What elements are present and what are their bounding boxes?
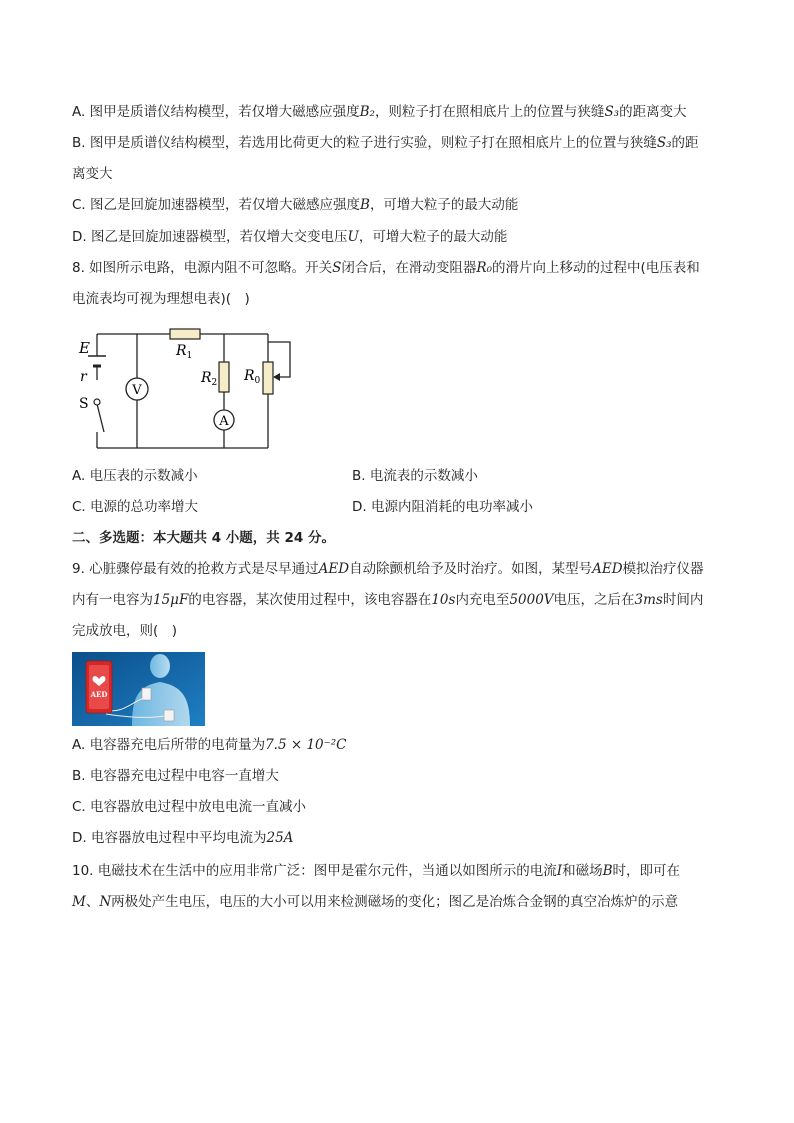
r0-subscript: 0	[254, 376, 261, 386]
q8-stem-line2: 电流表均可视为理想电表)( )	[72, 291, 250, 307]
aed-device-label: AED	[90, 690, 108, 699]
r0-label: R	[244, 368, 255, 384]
r2-label: R	[201, 370, 212, 386]
q9-option-a: A. 电容器充电后所带的电荷量为7.5 × 10⁻²C	[72, 737, 347, 753]
ammeter-label: A	[219, 414, 229, 429]
svg-text:R2	[200, 370, 217, 388]
q8-option-a: A. 电压表的示数减小	[72, 468, 198, 484]
voltmeter-label: V	[132, 383, 142, 398]
q8-stem-line1: 8. 如图所示电路，电源内阻不可忽略。开关S闭合后，在滑动变阻器R₀的滑片向上移动的过程中(电压表和	[72, 260, 700, 276]
q7-option-b-continued: 离变大	[72, 166, 113, 182]
q9-option-c: C. 电容器放电过程中放电电流一直减小	[72, 799, 307, 815]
q7-option-b: B. 图甲是质谱仪结构模型，若选用比荷更大的粒子进行实验，则粒子打在照相底片上的位置与狭缝S₃的距	[72, 135, 699, 151]
q7-option-c: C. 图乙是回旋加速器模型，若仅增大磁感应强度B，可增大粒子的最大动能	[72, 197, 519, 213]
switch-label: S	[79, 396, 89, 412]
svg-text:R0	[243, 368, 261, 386]
internal-resistance-label: r	[80, 369, 87, 385]
section-heading: 二、多选题：本大题共 4 小题，共 24 分。	[72, 530, 335, 546]
q9-option-b: B. 电容器充电过程中电容一直增大	[72, 768, 279, 784]
q10-stem-line1: 10. 电磁技术在生活中的应用非常广泛：图甲是霍尔元件，当通以如图所示的电流I和磁场B时，即可在	[72, 863, 681, 879]
aed-illustration	[72, 652, 205, 726]
emf-label: E	[79, 339, 90, 357]
q9-stem-line1: 9. 心脏骤停最有效的抢救方式是尽早通过AED自动除颤机给予及时治疗。如图，某型号AED模拟治疗仪器	[72, 561, 704, 577]
q8-option-b: B. 电流表的示数减小	[352, 468, 478, 484]
q8-option-d: D. 电源内阻消耗的电功率减小	[352, 499, 533, 515]
r2-subscript: 2	[211, 378, 218, 388]
r1-subscript: 1	[186, 351, 193, 361]
q9-option-d: D. 电容器放电过程中平均电流为25A	[72, 830, 294, 846]
q9-stem-line3: 完成放电，则( )	[72, 623, 178, 639]
q9-stem-line2: 内有一电容为15μF的电容器，某次使用过程中，该电容器在10s内充电至5000V电压，之后在3ms时间内	[72, 592, 704, 608]
circuit-diagram	[72, 322, 312, 454]
r1-label: R	[176, 343, 187, 359]
q7-option-a: A. 图甲是质谱仪结构模型，若仅增大磁感应强度B₂，则粒子打在照相底片上的位置与狭缝S₃的距离变大	[72, 104, 687, 120]
svg-text:R1	[175, 343, 192, 361]
q8-option-c: C. 电源的总功率增大	[72, 499, 199, 515]
q10-stem-line2: M、N两极处产生电压，电压的大小可以用来检测磁场的变化；图乙是冶炼合金钢的真空冶炼炉的示意	[72, 894, 679, 910]
q7-option-d: D. 图乙是回旋加速器模型，若仅增大交变电压U，可增大粒子的最大动能	[72, 229, 508, 245]
